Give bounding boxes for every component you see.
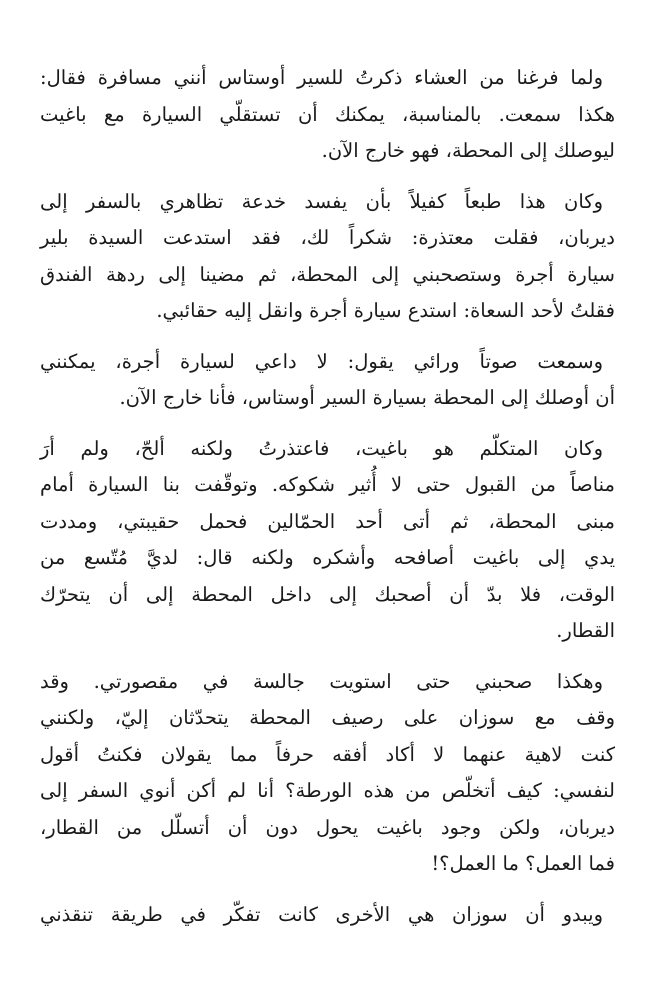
text-line: وهكذا صحبني حتى استويت جالسة في مقصورتي. وقد: [40, 669, 603, 693]
text-line: ويبدو أن سوزان هي الأخرى كانت تفكّر في طريقة تنقذني: [40, 902, 603, 926]
text-line: مناصاً من القبول حتى لا أُثير شكوكه. وتوقّفت بنا السيارة أمام: [40, 473, 615, 496]
paragraph-2: [40, 184, 615, 330]
paragraph-5: [40, 664, 615, 883]
text-line: الوقت، فلا بدّ أن أصحبك إلى داخل المحطة إلى أن يتحرّك: [40, 582, 615, 606]
text-line: مبنى المحطة، ثم أتى أحد الحمّالين فحمل حقيبتي، ومددت: [40, 509, 615, 533]
text-line: وكان هذا طبعاً كفيلاً بأن يفسد خدعة تظاهري بالسفر إلى: [40, 189, 603, 213]
text-line: هكذا سمعت. بالمناسبة، يمكنك أن تستقلّي السيارة مع باغيت: [40, 102, 615, 126]
text-line: القطار.: [556, 619, 615, 642]
paragraph-3: [40, 344, 615, 417]
book-page: [40, 60, 615, 947]
paragraph-4: [40, 431, 615, 650]
text-line: وكان المتكلّم هو باغيت، فاعتذرتُ ولكنه ألحّ، ولم أرَ: [40, 436, 603, 460]
text-line: فما العمل؟ ما العمل؟!: [431, 852, 615, 875]
text-line: ديربان، ولكن وجود باغيت يحول دون أن أتسلّل من القطار،: [40, 815, 615, 839]
text-line: سيارة أجرة وستصحبني إلى المحطة، ثم مضينا إلى ردهة الفندق: [40, 262, 615, 286]
text-line: كنت لاهية عنهما لا أكاد أفقه حرفاً مما يقولان فكنتُ أقول: [40, 742, 615, 766]
paragraph-1: [40, 60, 615, 170]
text-line: أن أوصلك إلى المحطة بسيارة السير أوستاس، فأنا خارج الآن.: [119, 386, 615, 409]
text-line: يدي إلى باغيت أصافحه وأشكره ولكنه قال: لديَّ مُتّسع من: [40, 546, 615, 569]
paragraph-6: [40, 897, 615, 934]
text-line: ولما فرغنا من العشاء ذكرتُ للسير أوستاس أنني مسافرة فقال:: [40, 66, 603, 89]
text-line: فقلتُ لأحد السعاة: استدع سيارة أجرة وانقل إليه حقائبي.: [156, 299, 615, 322]
text-line: وقف مع سوزان على رصيف المحطة يتحدّثان إليّ، ولكنني: [40, 706, 615, 729]
text-line: وسمعت صوتاً ورائي يقول: لا داعي لسيارة أجرة، يمكنني: [40, 349, 603, 373]
text-line: لنفسي: كيف أتخلّص من هذه الورطة؟ أنا لم أكن أنوي السفر إلى: [40, 779, 615, 802]
text-line: ليوصلك إلى المحطة، فهو خارج الآن.: [321, 139, 615, 162]
text-line: ديربان، فقلت معتذرة: شكراً لك، فقد استدعت السيدة بلير: [40, 226, 615, 249]
